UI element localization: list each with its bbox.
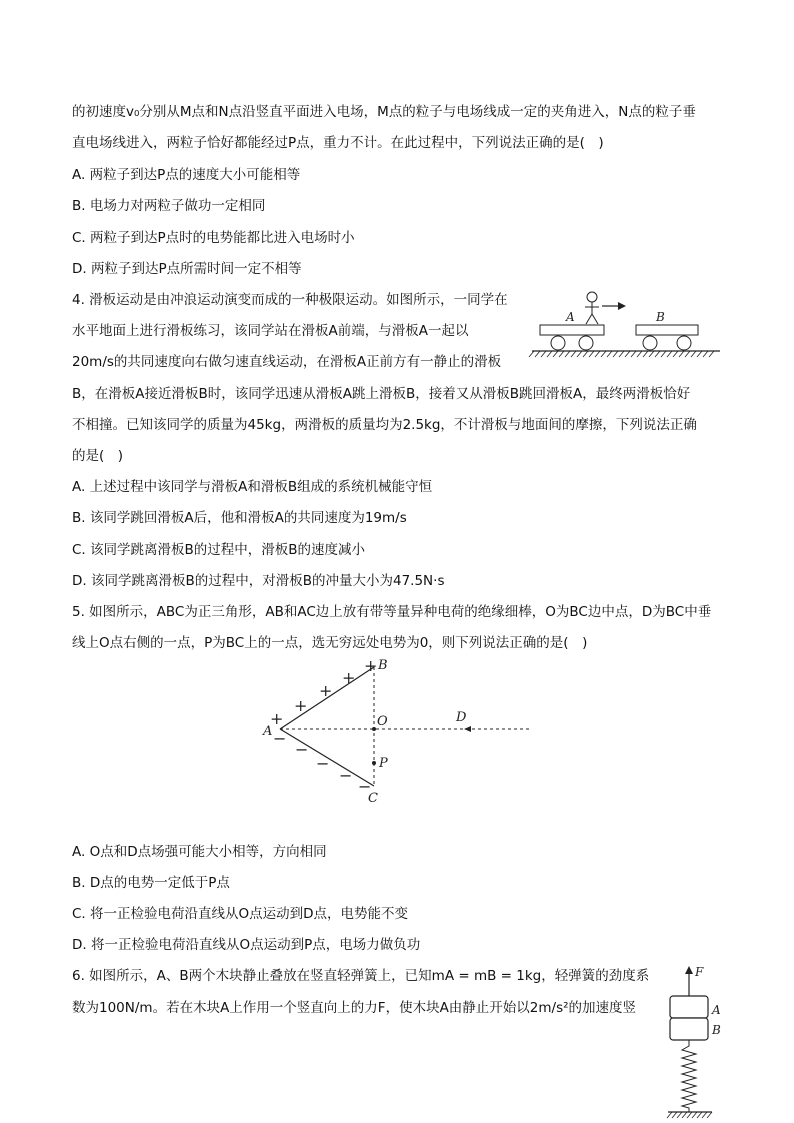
q5-stem-line1: 5. 如图所示，ABC为正三角形，AB和AC边上放有带等量异种电荷的绝缘细棒，O为BC边中点，D为BC中垂 [72, 604, 712, 620]
q4-stem-line1: 4. 滑板运动是由冲浪运动演变而成的一种极限运动。如图所示，一同学在 [72, 292, 508, 308]
ground-hatch [703, 351, 708, 357]
q4-stem-line4: B，在滑板A接近滑板B时，该同学迅速从滑板A跳上滑板B，接着又从滑板B跳回滑板A，最终两滑板恰好 [72, 386, 691, 402]
label-vertex-c: C [368, 791, 378, 806]
q6-stem-line2: 数为100N/m。若在木块A上作用一个竖直向上的力F，使木块A由静止开始以2m/s²的加速度竖 [72, 1000, 637, 1016]
ground-hatch [649, 351, 654, 357]
q4-option-b: B. 该同学跳回滑板A后，他和滑板A的共同速度为19m/s [72, 510, 407, 526]
q4-stem-line6: 的是( ) [72, 448, 124, 464]
ground-hatch [682, 1112, 687, 1118]
ground-hatch [707, 1112, 712, 1118]
q6-spring-figure [662, 962, 732, 1122]
ground-hatch [583, 351, 588, 357]
q5-triangle-figure [258, 655, 548, 805]
q4-stem-line5: 不相撞。已知该同学的质量为45kg，两滑板的质量均为2.5kg，不计滑板与地面间的摩擦，下列说法正确 [72, 417, 697, 433]
minus-charge: − [358, 777, 372, 796]
ground-hatch [692, 1112, 697, 1118]
ground-hatch [637, 351, 642, 357]
q4-option-a: A. 上述过程中该同学与滑板A和滑板B组成的系统机械能守恒 [72, 479, 433, 495]
q4-skateboard-figure [530, 288, 730, 368]
ground-hatch [687, 1112, 692, 1118]
ground-hatch [679, 351, 684, 357]
minus-charge: − [295, 740, 309, 759]
skateboard-a [540, 325, 604, 335]
q4-stem-line3: 20m/s的共同速度向右做匀速直线运动，在滑板A正前方有一静止的滑板 [72, 354, 502, 370]
ground-hatch [577, 351, 582, 357]
minus-charge: − [316, 754, 330, 773]
plus-charge: + [364, 656, 378, 675]
q3-stem-line1: 的初速度v₀分别从M点和N点沿竖直平面进入电场，M点的粒子与电场线成一定的夹角进入，N点的粒子垂 [72, 104, 696, 120]
ground-hatch [685, 351, 690, 357]
label-force: F [695, 965, 704, 979]
label-point-p: P [379, 756, 388, 771]
point-p [372, 761, 376, 765]
minus-charge: − [273, 729, 287, 748]
ground-hatch [571, 351, 576, 357]
q4-option-d: D. 该同学跳离滑板B的过程中，对滑板B的冲量大小为47.5N·s [72, 573, 445, 589]
plus-charge: + [342, 668, 356, 687]
q5-stem-line2: 线上O点右侧的一点，P为BC上的一点，选无穷远处电势为0，则下列说法正确的是( ) [72, 635, 588, 651]
label-vertex-b: B [378, 658, 388, 673]
q4-stem-line2: 水平地面上进行滑板练习，该同学站在滑板A前端，与滑板A一起以 [72, 323, 469, 339]
ground-hatch [607, 351, 612, 357]
spring [682, 1040, 696, 1112]
label-block-a: A [712, 1003, 721, 1017]
point-o [372, 727, 376, 731]
field-arrow [464, 726, 471, 732]
ground-hatch [529, 351, 534, 357]
label-b: B [656, 310, 665, 324]
q4-option-c: C. 该同学跳离滑板B的过程中，滑板B的速度减小 [72, 542, 366, 558]
plus-charge: + [294, 696, 308, 715]
ground-hatch [631, 351, 636, 357]
q5-option-b: B. D点的电势一定低于P点 [72, 875, 230, 891]
q5-option-a: A. O点和D点场强可能大小相等，方向相同 [72, 844, 327, 860]
ground-hatch [553, 351, 558, 357]
plus-charge: + [319, 681, 333, 700]
label-a: A [566, 310, 575, 324]
ground-hatch [619, 351, 624, 357]
ground-hatch [691, 351, 696, 357]
q3-option-b: B. 电场力对两粒子做功一定相同 [72, 198, 266, 214]
ground-hatch [613, 351, 618, 357]
q3-option-a: A. 两粒子到达P点的速度大小可能相等 [72, 167, 301, 183]
minus-charge: − [339, 766, 353, 785]
ground-hatch [565, 351, 570, 357]
ground-hatch [541, 351, 546, 357]
ground-hatch [667, 351, 672, 357]
label-point-o: O [377, 714, 388, 729]
ground-hatch [589, 351, 594, 357]
ground-hatch [655, 351, 660, 357]
q5-option-d: D. 将一正检验电荷沿直线从O点运动到P点，电场力做负功 [72, 937, 421, 953]
ground-hatch [601, 351, 606, 357]
person-head [587, 292, 597, 302]
label-vertex-a: A [263, 724, 273, 739]
ground-hatch [697, 1112, 702, 1118]
ground-hatch [595, 351, 600, 357]
ground-hatch [667, 1112, 672, 1118]
ground-hatch [625, 351, 630, 357]
ground-hatch [702, 1112, 707, 1118]
block-a [670, 996, 708, 1018]
ground-hatch [677, 1112, 682, 1118]
plus-charge: + [270, 709, 284, 728]
q3-option-c: C. 两粒子到达P点时的电势能都比进入电场时小 [72, 230, 355, 246]
label-block-b: B [712, 1023, 721, 1037]
q3-stem-line2: 直电场线进入，两粒子恰好都能经过P点，重力不计。在此过程中，下列说法正确的是( ) [72, 135, 604, 151]
ground-hatch [643, 351, 648, 357]
ground-hatch [673, 351, 678, 357]
ground-hatch [547, 351, 552, 357]
ground-hatch [672, 1112, 677, 1118]
label-point-d: D [456, 710, 467, 725]
q6-stem-line1: 6. 如图所示，A、B两个木块静止叠放在竖直轻弹簧上，已知mA = mB = 1kg，轻弹簧的劲度系 [72, 968, 650, 984]
ground-hatch [535, 351, 540, 357]
ground-hatch [559, 351, 564, 357]
ground-hatch [697, 351, 702, 357]
block-b [670, 1018, 708, 1040]
q5-option-c: C. 将一正检验电荷沿直线从O点运动到D点，电势能不变 [72, 906, 409, 922]
ground-hatch [661, 351, 666, 357]
ground-hatch [709, 351, 714, 357]
skateboard-b [636, 325, 698, 335]
q3-option-d: D. 两粒子到达P点所需时间一定不相等 [72, 261, 302, 277]
